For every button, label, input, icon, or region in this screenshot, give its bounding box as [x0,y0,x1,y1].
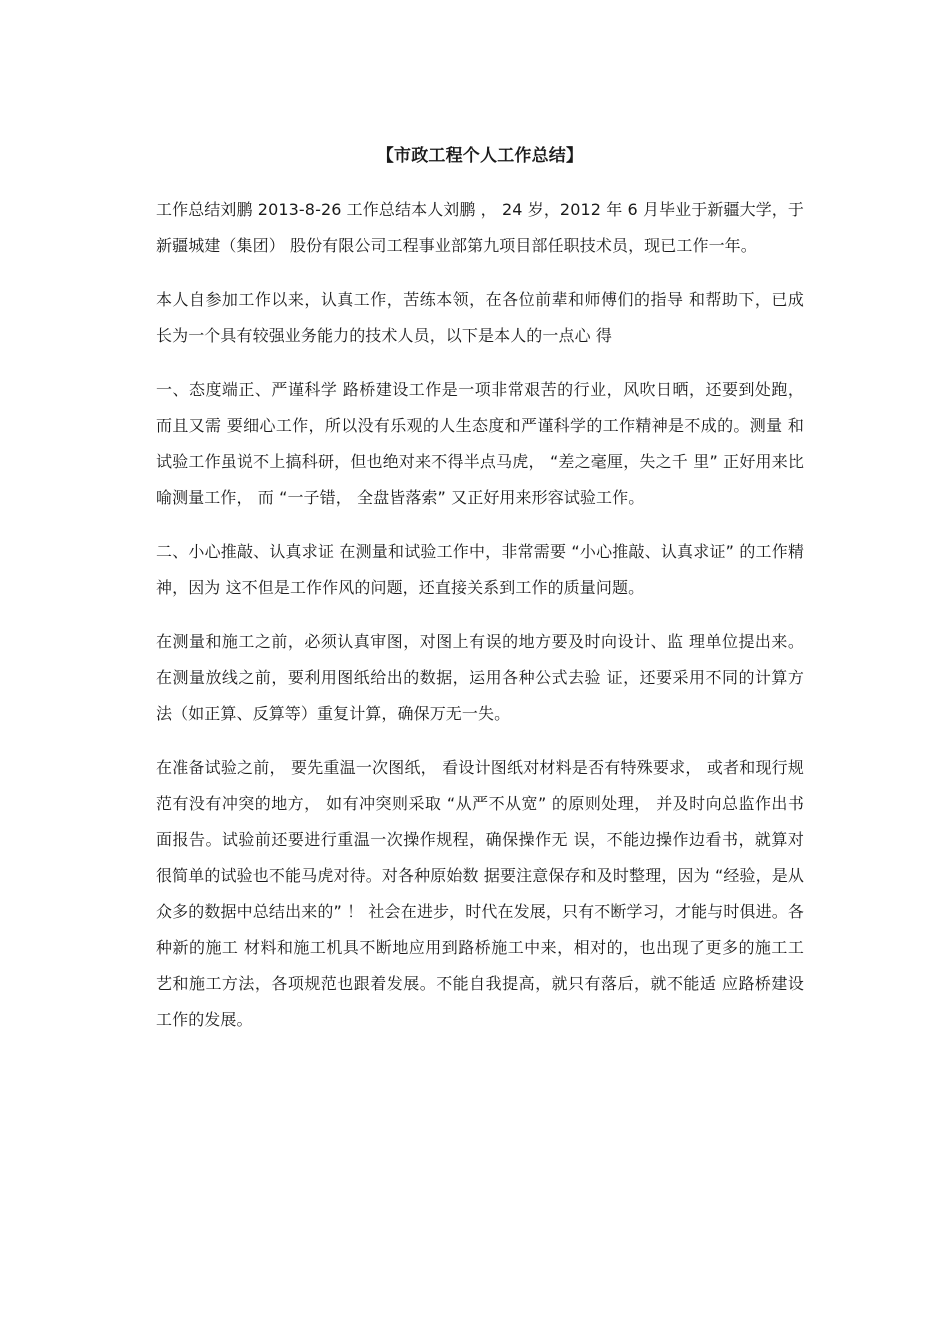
document-page [156,140,804,1056]
document-title: 【市政工程个人工作总结】 [376,146,584,166]
paragraph-section-1: 一、态度端正、严谨科学 路桥建设工作是一项非常艰苦的行业，风吹日晒，还要到处跑，而且又需 要细心工作，所以没有乐观的人生态度和严谨科学的工作精神是不成的。测量 和试验工作虽说不上搞科研，但也绝对来不得半点马虎， “差之毫厘，失之千 里” 正好用来比喻测量工作， 而 “一子错， 全盘皆落索” 又正好用来形容试验工作。 [156,380,804,507]
paragraph-overview: 本人自参加工作以来，认真工作，苦练本领，在各位前辈和师傅们的指导 和帮助下，已成长为一个具有较强业务能力的技术人员，以下是本人的一点心 得 [156,290,804,345]
paragraph-section-2: 二、小心推敲、认真求证 在测量和试验工作中，非常需要 “小心推敲、认真求证” 的工作精神，因为 这不但是工作作风的问题，还直接关系到工作的质量问题。 [156,542,804,597]
paragraph-survey: 在测量和施工之前，必须认真审图，对图上有误的地方要及时向设计、监 理单位提出来。在测量放线之前，要利用图纸给出的数据，运用各种公式去验 证，还要采用不同的计算方法（如正算、反算等）重复计算，确保万无一失。 [156,632,804,723]
paragraph-intro: 工作总结刘鹏 2013-8-26 工作总结本人刘鹏 ， 24 岁，2012 年 6 月毕业于新疆大学，于新疆城建（集团） 股份有限公司工程事业部第九项目部任职技术员，现已工作一年。 [156,200,804,255]
paragraph-testing: 在准备试验之前， 要先重温一次图纸， 看设计图纸对材料是否有特殊要求， 或者和现行规范有没有冲突的地方， 如有冲突则采取 “从严不从宽” 的原则处理， 并及时向总监作出书面报告。试验前还要进行重温一次操作规程，确保操作无 误，不能边操作边看书，就算对很简单的试验也不能马虎对待。对各种原始数 据要注意保存和及时整理，因为 “经验，是从众多的数据中总结出来的” ！ 社会在进步，时代在发展，只有不断学习，才能与时俱进。各种新的施工 材料和施工机具不断地应用到路桥施工中来，相对的，也出现了更多的施工工 艺和施工方法，各项规范也跟着发展。不能自我提高，就只有落后，就不能适 应路桥建设工作的发展。 [156,758,804,1029]
